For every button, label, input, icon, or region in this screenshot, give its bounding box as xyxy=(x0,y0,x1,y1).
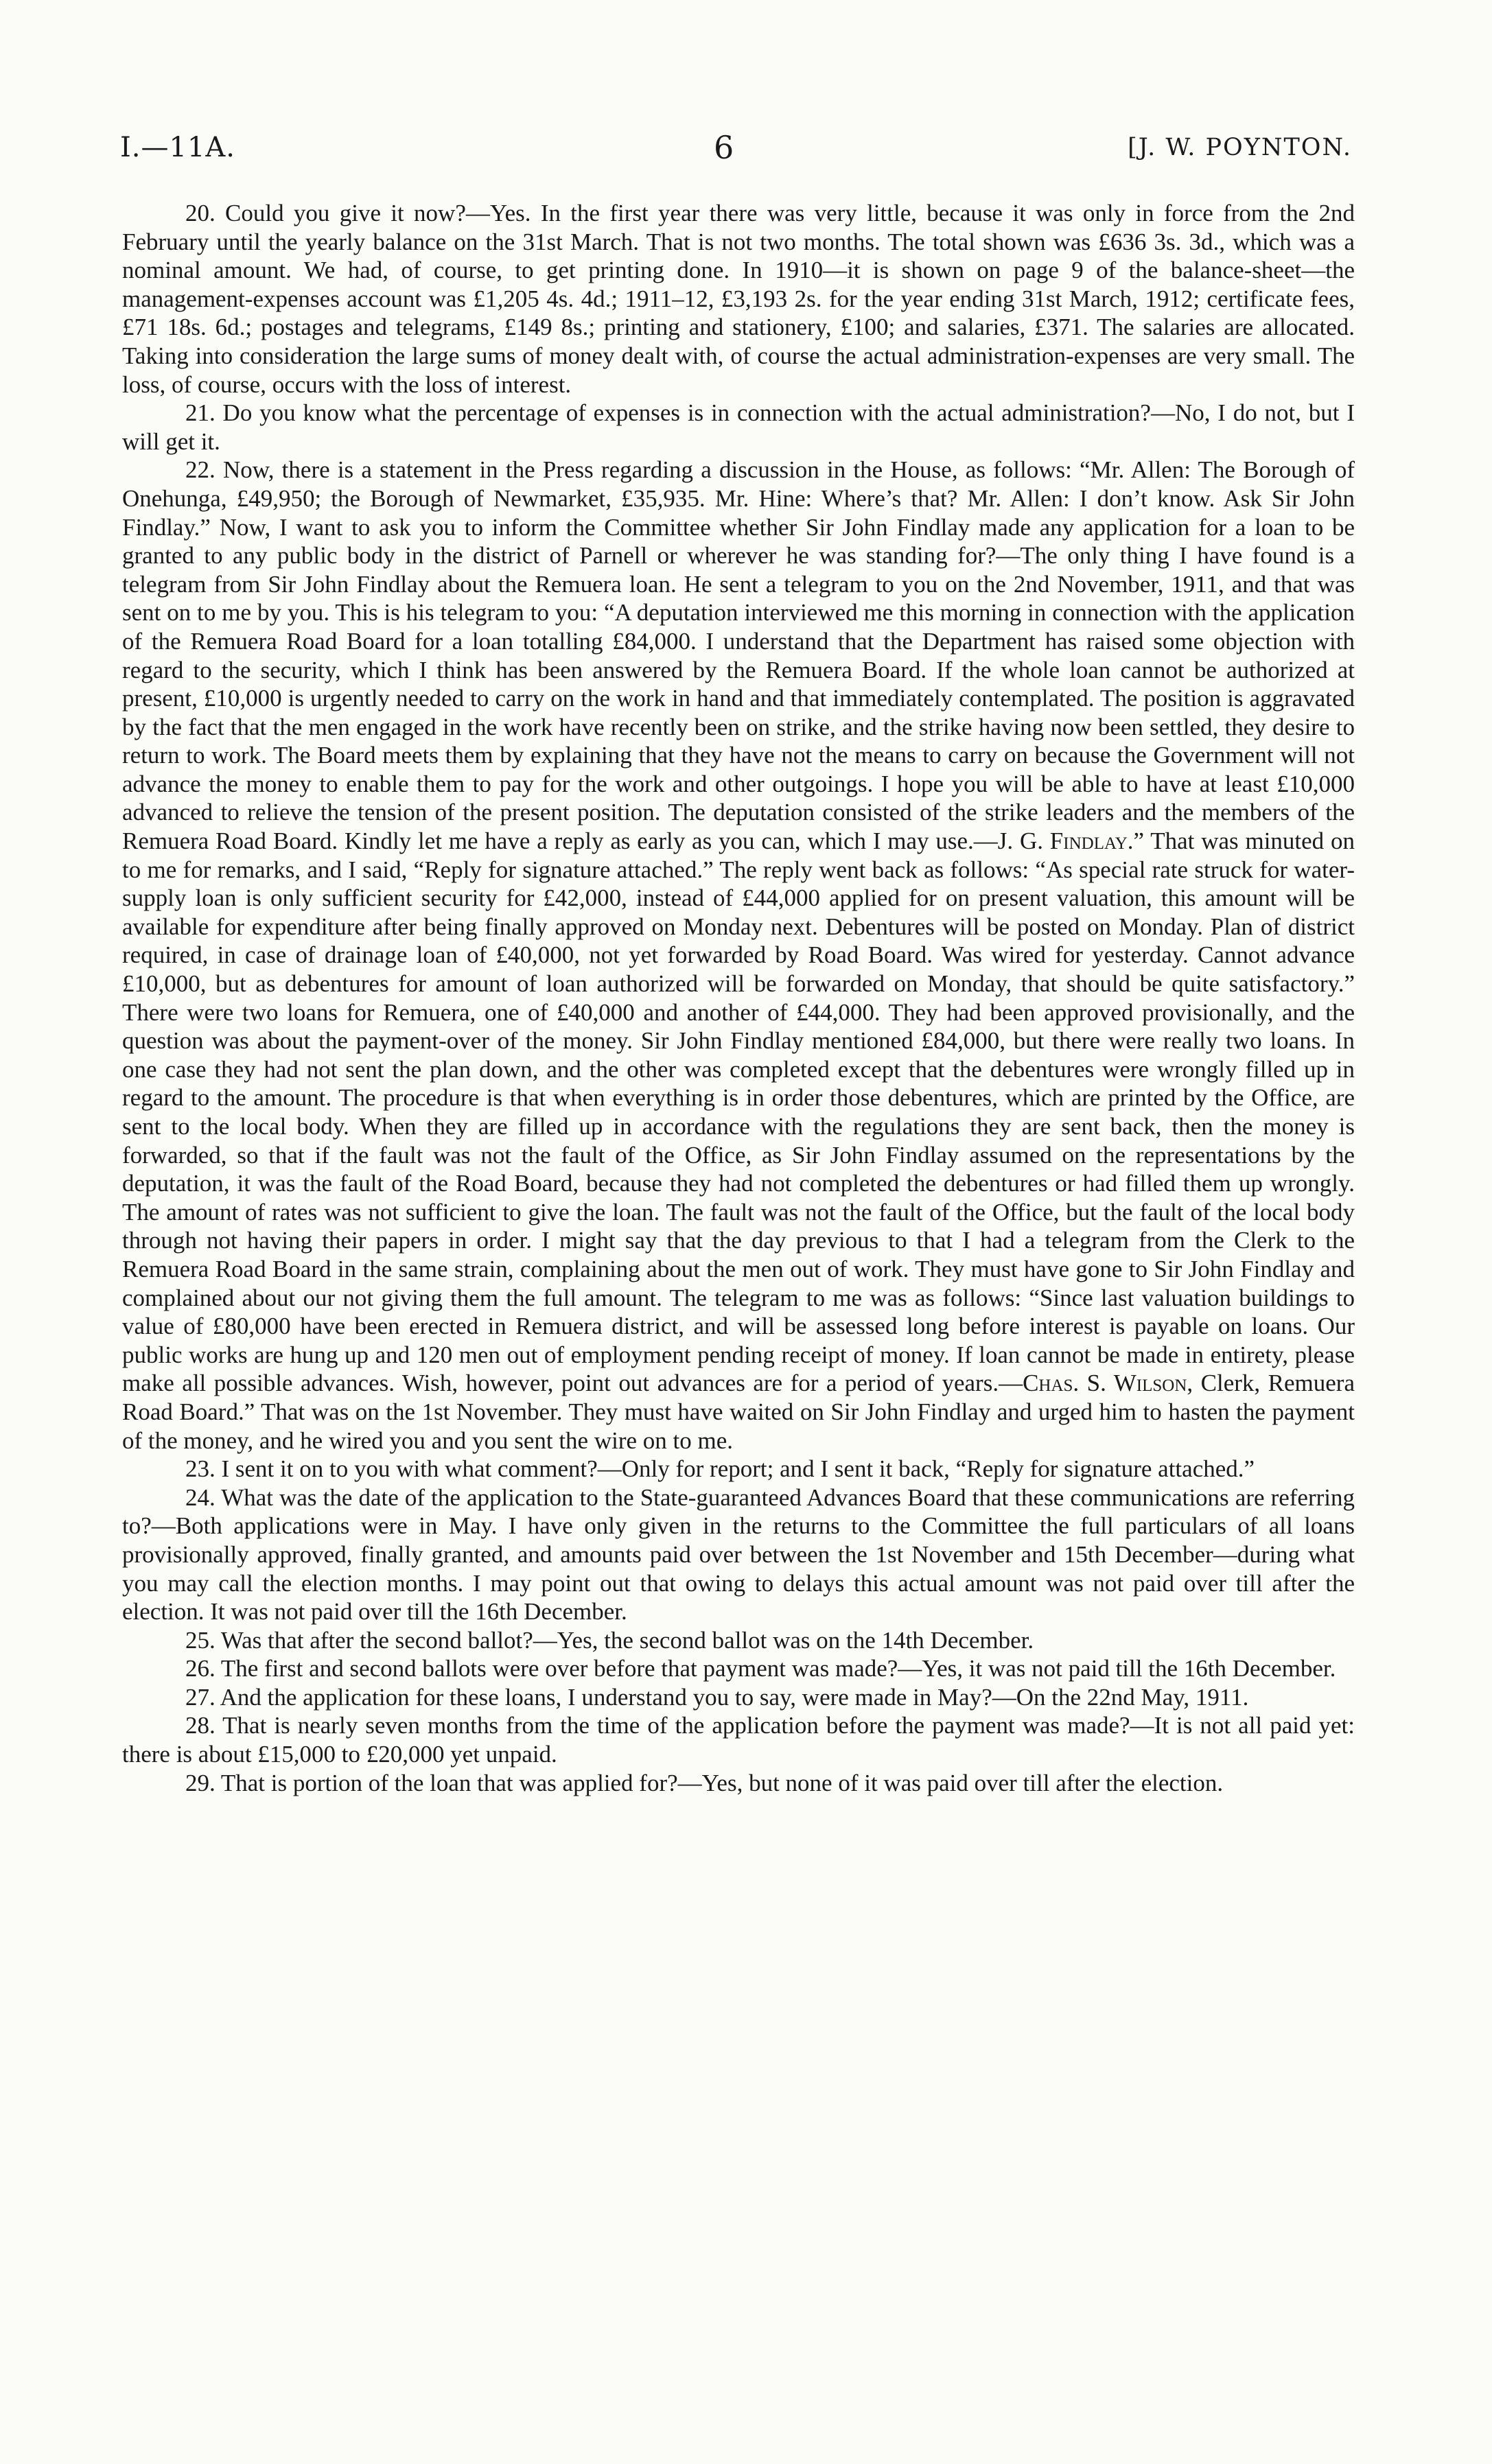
paragraph-22-part-1: 22. Now, there is a statement in the Press regarding a discussion in the House, as follows: “Mr. Allen: The Borough of Onehunga, £49,950; the Borough of Newmarket, £35,935. Mr. Hine: Where’s that? Mr. Allen: I don’t know. Ask Sir John Findlay.” Now, I want to ask you to inform the Committee whether Sir John Findlay made any application for a loan to be granted to any public body in the district of Parnell or wherever he was standing for?—The only thing I have found is a telegram from Sir John Findlay about the Remuera loan. He sent a telegram to you on the 2nd November, 1911, and that was sent on to me by you. This is his telegram to you: “A deputation interviewed me this morning in connection with the application of the Remuera Road Board for a loan totalling £84,000. I understand that the Department has raised some objection with regard to the security, which I think has been answered by the Remuera Board. If the whole loan cannot be authorized at present, £10,000 is urgently needed to carry on the work in hand and that immediately contemplated. The position is aggravated by the fact that the men engaged in the work have recently been on strike, and the strike having now been settled, they desire to return to work. The Board meets them by explaining that they have not the means to carry on because the Government will not advance the money to enable them to pay for the work and other outgoings. I hope you will be able to have at least £10,000 advanced to relieve the tension of the present position. The deputation consisted of the strike leaders and the members of the Remuera Road Board. Kindly let me have a reply as early as you can, which I may use.— xyxy=(122,456,1355,855)
paragraph-20: 20. Could you give it now?—Yes. In the first year there was very little, because it was only in force from the 2nd February until the yearly balance on the 31st March. That is not two months. The total shown was £636 3s. 3d., which was a nominal amount. We had, of course, to get printing done. In 1910—it is shown on page 9 of the balance-sheet—the management-expenses account was £1,205 4s. 4d.; 1911–12, £3,193 2s. for the year ending 31st March, 1912; certificate fees, £71 18s. 6d.; postages and telegrams, £149 8s.; printing and stationery, £100; and salaries, £371. The salaries are allocated. Taking into consideration the large sums of money dealt with, of course the actual administration-expenses are very small. The loss, of course, occurs with the loss of interest. xyxy=(122,200,1355,398)
paragraph-26: 26. The first and second ballots were over before that payment was made?—Yes, it was not paid till the 16th December. xyxy=(185,1655,1336,1682)
paragraph-23: 23. I sent it on to you with what comment?—Only for report; and I sent it back, “Reply for signature attached.” xyxy=(185,1455,1255,1483)
paragraph-25: 25. Was that after the second ballot?—Yes, the second ballot was on the 14th December. xyxy=(185,1626,1034,1654)
header-page-number: 6 xyxy=(714,129,734,166)
telegram-signature-findlay: J. G. Findlay xyxy=(997,828,1128,855)
header-witness-name: [J. W. POYNTON. xyxy=(1128,134,1352,161)
paragraph-27: 27. And the application for these loans, I understand you to say, were made in May?—On the 22nd May, 1911. xyxy=(185,1683,1249,1711)
paragraph-22-part-3: , Clerk, Remuera Road Board.” That was on the 1st November. They must have waited on Sir John Findlay and urged him to hasten the payment of the money, and he wired you and you sent the wire on to me. xyxy=(122,1370,1355,1454)
paragraph-21: 21. Do you know what the percentage of expenses is in connection with the actual administration?—No, I do not, but I will get it. xyxy=(122,399,1355,455)
paragraph-24: 24. What was the date of the application to the State-guaranteed Advances Board that these communications are referring to?—Both applications were in May. I have only given in the returns to the Committee the full particulars of all loans provisionally approved, finally granted, and amounts paid over between the 1st November and 15th December—during what you may call the election months. I may point out that owing to delays this actual amount was not paid over till after the election. It was not paid over till the 16th December. xyxy=(122,1483,1355,1626)
paragraph-28: 28. That is nearly seven months from the time of the application before the payment was made?—It is not all paid yet: there is about £15,000 to £20,000 yet unpaid. xyxy=(122,1712,1355,1768)
telegram-signature-wilson: Chas. S. Wilson xyxy=(1023,1370,1187,1397)
paragraph-22 xyxy=(122,456,1355,1455)
header-paper-reference: I.—11A. xyxy=(120,132,236,163)
paragraph-29: 29. That is portion of the loan that was applied for?—Yes, but none of it was paid over till after the election. xyxy=(185,1769,1224,1796)
page-header xyxy=(120,127,1352,168)
paragraph-22-part-2: .” That was minuted on to me for remarks, and I said, “Reply for signature attached.” The reply went back as follows: “As special rate struck for water-supply loan is only sufficient security for £42,000, instead of £44,000 applied for on present valuation, this amount will be available for expenditure after being finally approved on Monday next. Debentures will be posted on Monday. Plan of district required, in case of drainage loan of £40,000, not yet forwarded by Road Board. Was wired for yesterday. Cannot advance £10,000, but as debentures for amount of loan authorized will be forwarded on Monday, that should be quite satisfactory.” There were two loans for Remuera, one of £40,000 and another of £44,000. They had been approved provisionally, and the question was about the payment-over of the money. Sir John Findlay mentioned £84,000, but there were really two loans. In one case they had not sent the plan down, and the other was completed except that the debentures were wrongly filled up in regard to the amount. The procedure is that when everything is in order those debentures, which are printed by the Office, are sent to the local body. When they are filled up in accordance with the regulations they are sent back, then the money is forwarded, so that if the fault was not the fault of the Office, as Sir John Findlay assumed on the representations by the deputation, it was the fault of the Road Board, because they had not completed the debentures or had filled them up wrongly. The amount of rates was not sufficient to give the loan. The fault was not the fault of the Office, but the fault of the local body through not having their papers in order. I might say that the day previous to that I had a telegram from the Clerk to the Remuera Road Board in the same strain, complaining about the men out of work. They must have gone to Sir John Findlay and complained about our not giving them the full amount. The telegram to me was as follows: “Since last valuation buildings to value of £80,000 have been erected in Remuera district, and will be assessed long before interest is payable on loans. Our public works are hung up and 120 men out of employment pending receipt of money. If loan cannot be made in entirety, please make all possible advances. Wish, however, point out advances are for a period of years.— xyxy=(122,828,1355,1397)
page-body xyxy=(122,199,1355,1797)
